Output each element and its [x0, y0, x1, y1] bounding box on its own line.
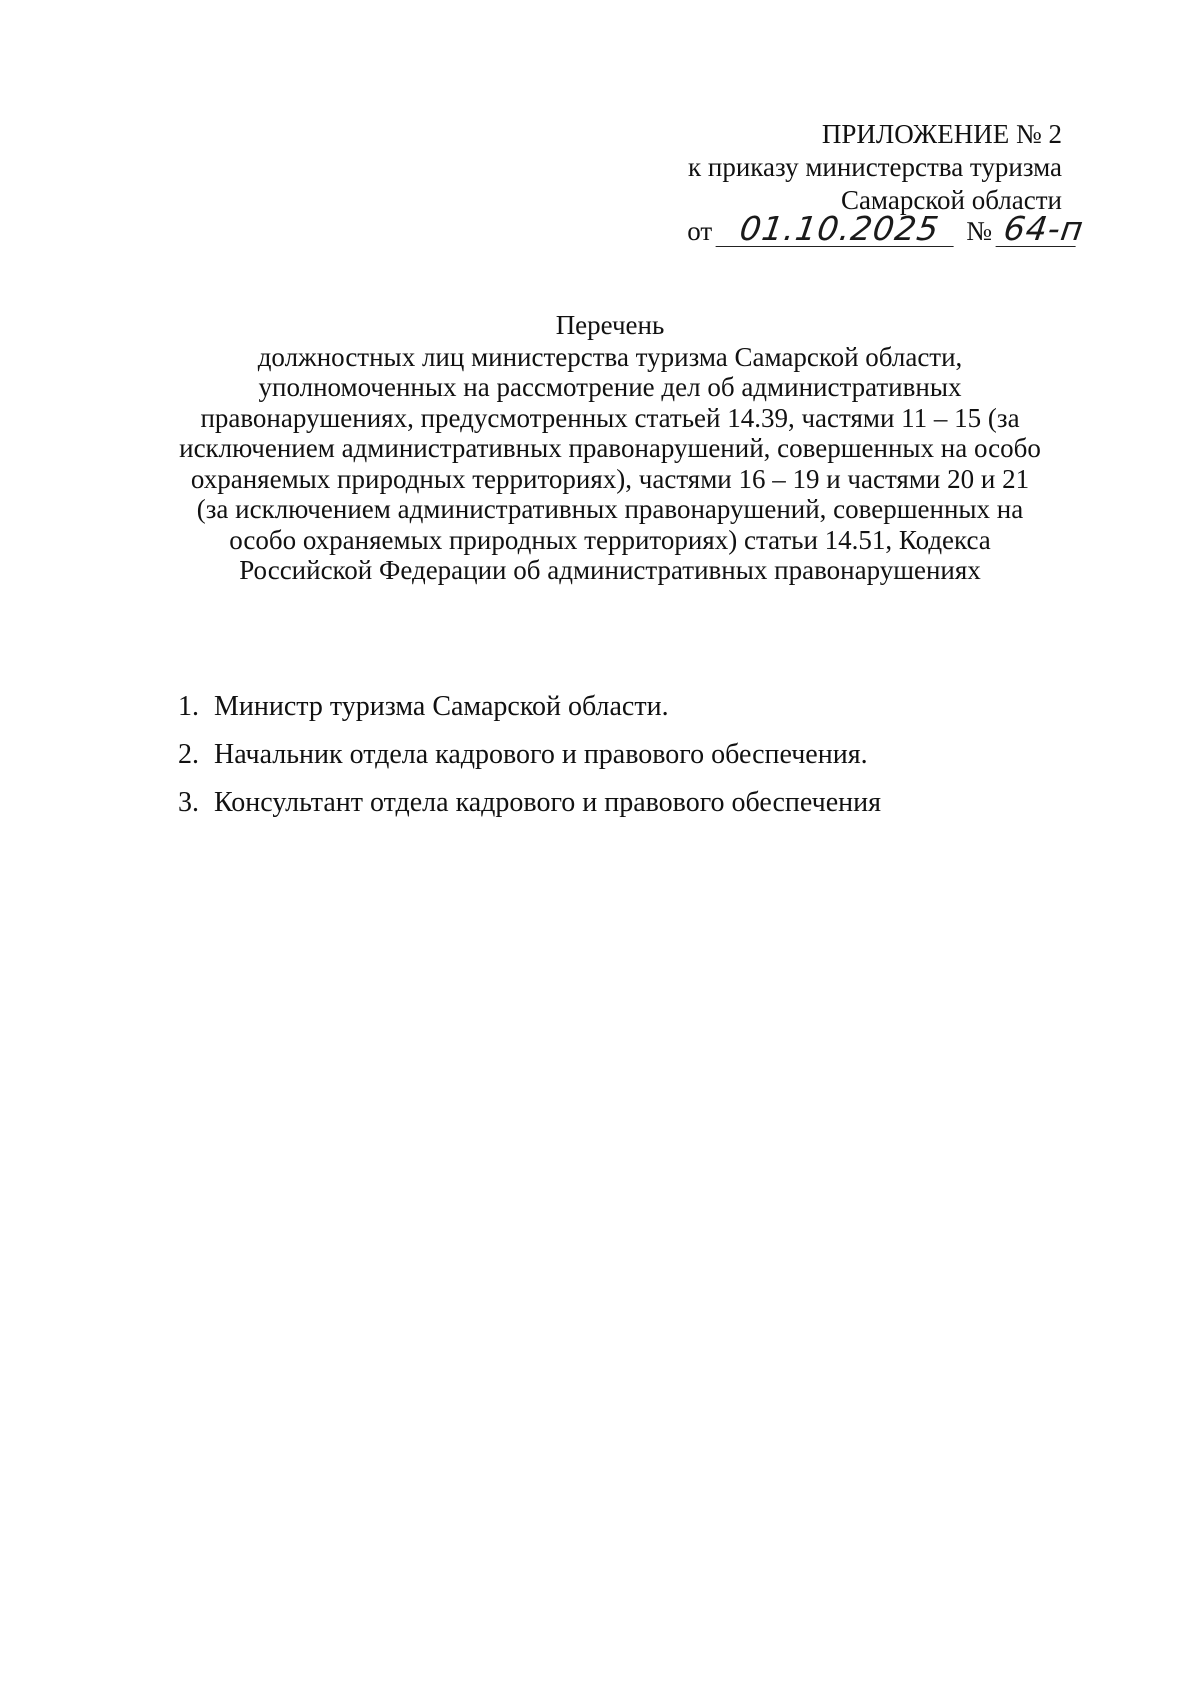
list-item-text: Консультант отдела кадрового и правового обеспечения — [214, 787, 881, 818]
title-line: уполномоченных на рассмотрение дел об административных — [258, 372, 962, 402]
list-item-text: Министр туризма Самарской области. — [214, 691, 669, 722]
order-reference-line-2: Самарской области — [840, 185, 1062, 215]
title-line: охраняемых природных территориях), частями 16 – 19 и частями 20 и 21 — [190, 463, 1030, 494]
appendix-header — [542, 118, 1062, 217]
title-line: исключением административных правонарушений, совершенных на особо — [179, 433, 1041, 463]
list-item-number: 3. — [178, 787, 199, 818]
list-item — [178, 690, 881, 738]
appendix-title: ПРИЛОЖЕНИЕ № 2 — [821, 119, 1062, 149]
order-reference-line-1: к приказу министерства туризма — [688, 152, 1062, 182]
handwritten-number: 64-п — [996, 212, 1081, 247]
list-item-text: Начальник отдела кадрового и правового обеспечения. — [214, 739, 868, 770]
title-line: (за исключением административных правонарушений, совершенных на — [196, 494, 1024, 524]
list-item-number: 2. — [178, 739, 199, 770]
document-title-block — [120, 310, 1100, 586]
title-line: особо охраняемых природных территориях) статьи 14.51, Кодекса — [229, 524, 991, 555]
number-label: № — [966, 216, 992, 246]
list-item — [178, 786, 881, 834]
title-line: должностных лиц министерства туризма Самарской области, — [257, 341, 963, 372]
positions-list — [178, 690, 881, 834]
title-line: Российской Федерации об административных правонарушениях — [239, 555, 981, 585]
order-date-number-line — [687, 209, 1087, 248]
list-item-number: 1. — [178, 691, 199, 722]
title-line: правонарушениях, предусмотренных статьей 14.39, частями 11 – 15 (за — [200, 402, 1020, 433]
handwritten-date: 01.10.2025 — [716, 212, 959, 247]
list-item — [178, 738, 881, 786]
document-heading: Перечень — [555, 310, 665, 340]
date-label: от — [687, 216, 713, 246]
